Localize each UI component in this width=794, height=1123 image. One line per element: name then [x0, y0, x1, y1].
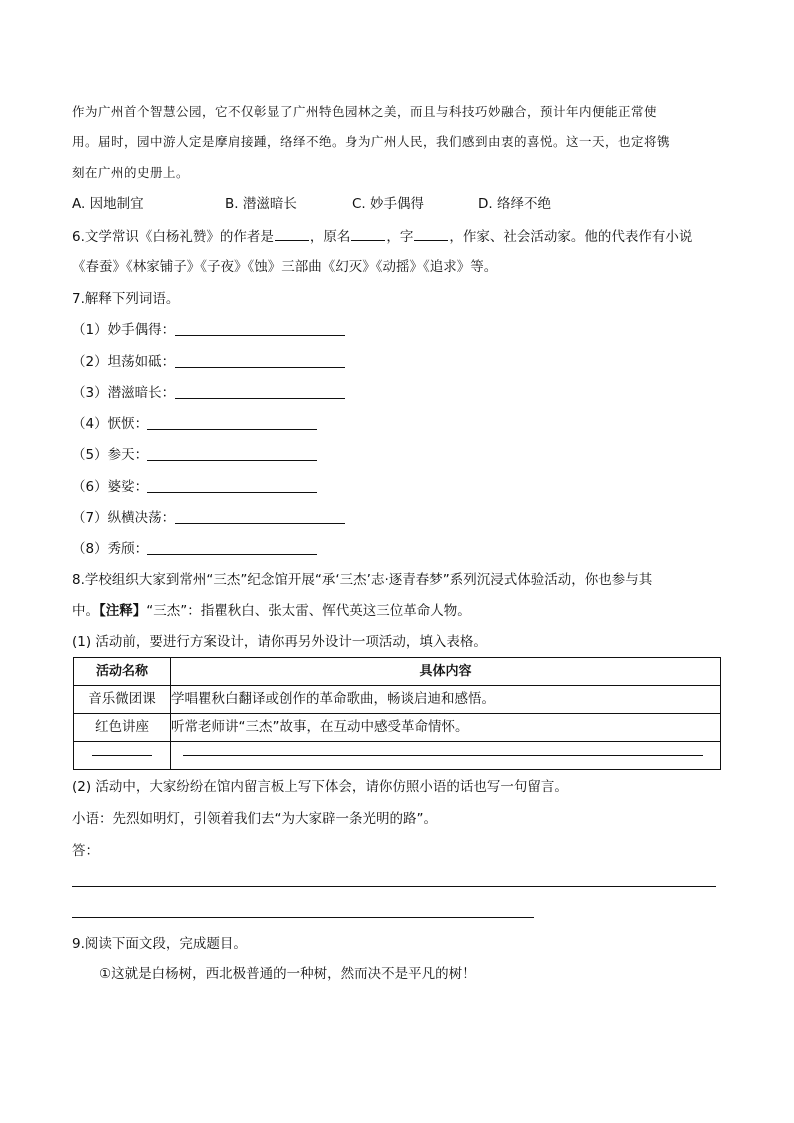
note-label: 【注释】: [99, 603, 147, 619]
q7-item-label: （5）参天：: [72, 447, 149, 463]
activity-content-cell: 听常老师讲“三杰”故事，在互动中感受革命情怀。: [171, 714, 721, 742]
q7-item-label: （1）妙手偶得：: [72, 322, 176, 338]
option-a: A. 因地制宜: [72, 196, 144, 212]
answer-label: 答：: [72, 843, 99, 859]
passage-line-2: 用。届时，园中游人定是摩肩接踵，络绎不绝。身为广州人民，我们感到由衷的喜悦。这一天，也定将镌: [72, 134, 671, 149]
q7-item-label: （2）坦荡如砥：: [72, 354, 176, 370]
q7-item-2: [72, 352, 175, 372]
header-activity-name: 活动名称: [74, 658, 171, 686]
q7-item-8: [72, 539, 148, 559]
q7-answer-line-1[interactable]: [175, 335, 345, 336]
question-9-title: 9.阅读下面文段，完成题目。: [72, 936, 247, 952]
q7-item-5: [72, 445, 148, 465]
activity-name-blank-cell[interactable]: [74, 742, 171, 770]
q6-blank-courtesy-name[interactable]: [414, 226, 448, 241]
q7-item-3: [72, 383, 175, 403]
passage-line-3: 刻在广州的史册上。: [72, 165, 190, 180]
header-content: 具体内容: [171, 658, 721, 686]
activity-name-cell: 音乐微团课: [74, 686, 171, 714]
q7-item-label: （4）恹恹：: [72, 416, 149, 432]
q7-item-label: （7）纵横决荡：: [72, 510, 176, 526]
q6-text-3: ，字: [386, 229, 414, 245]
q7-answer-line-6[interactable]: [147, 492, 317, 493]
q8-text: 中。: [72, 603, 99, 619]
question-7-title: 7.解释下列词语。: [72, 291, 180, 307]
note-text: “三杰”：指瞿秋白、张太雷、恽代英这三位革命人物。: [146, 603, 471, 619]
activity-content-cell: 学唱瞿秋白翻译或创作的革命歌曲，畅谈启迪和感悟。: [171, 686, 721, 714]
q7-answer-line-2[interactable]: [175, 367, 345, 368]
q6-text-1: 6.文学常识《白杨礼赞》的作者是: [72, 229, 274, 245]
q7-item-6: [72, 477, 148, 497]
q7-answer-line-3[interactable]: [175, 398, 345, 399]
q7-item-label: （3）潜滋暗长：: [72, 385, 176, 401]
xiaoyu-quote: 小语：先烈如明灯，引领着我们去“为大家辟一条光明的路”。: [72, 811, 437, 827]
option-c: C. 妙手偶得: [352, 196, 425, 212]
q7-answer-line-7[interactable]: [175, 523, 345, 524]
q6-text-2: ，原名: [309, 229, 351, 245]
question-8-line-1: 8.学校组织大家到常州“三杰”纪念馆开展“承‘三杰’志·逐青春梦”系列沉浸式体验活动，你也参与其: [72, 572, 653, 588]
activity-content-blank[interactable]: [183, 755, 703, 756]
q6-text-4: ，作家、社会活动家。他的代表作有小说: [449, 229, 693, 245]
activity-name-cell: 红色讲座: [74, 714, 171, 742]
q7-item-4: [72, 414, 148, 434]
activity-plan-table: [73, 657, 721, 770]
q7-answer-line-4[interactable]: [147, 429, 317, 430]
q6-line-2: 《春蚕》《林家铺子》《子夜》《蚀》三部曲《幻灭》《动摇》《追求》等。: [72, 259, 498, 275]
q7-answer-line-5[interactable]: [147, 460, 317, 461]
passage-line-1: 作为广州首个智慧公园，它不仅彰显了广州特色园林之美，而且与科技巧妙融合，预计年内便能正常使: [72, 104, 658, 119]
answer-line-2[interactable]: [72, 917, 534, 918]
q7-item-label: （8）秀颀：: [72, 541, 149, 557]
q6-blank-author[interactable]: [275, 226, 309, 241]
option-d: D. 络绎不绝: [478, 196, 551, 212]
activity-content-blank-cell[interactable]: [171, 742, 721, 770]
question-8-line-2: [72, 601, 471, 621]
answer-line-1[interactable]: [72, 886, 716, 887]
q7-item-7: [72, 508, 175, 528]
table-row-blank: [74, 742, 721, 770]
question-6: [72, 226, 692, 247]
table-header-row: [74, 658, 721, 686]
q8-sub-question-2: (2) 活动中，大家纷纷在馆内留言板上写下体会，请你仿照小语的话也写一句留言。: [72, 779, 568, 795]
table-row: [74, 686, 721, 714]
option-b: B. 潜滋暗长: [225, 196, 297, 212]
q7-answer-line-8[interactable]: [147, 554, 317, 555]
activity-name-blank[interactable]: [92, 755, 152, 756]
q7-item-label: （6）婆娑：: [72, 479, 149, 495]
table-row: [74, 714, 721, 742]
q9-paragraph-1: ①这就是白杨树，西北极普通的一种树，然而决不是平凡的树！: [99, 966, 476, 982]
q8-sub-question-1: (1) 活动前，要进行方案设计，请你再另外设计一项活动，填入表格。: [72, 634, 487, 650]
q7-item-1: [72, 320, 175, 340]
q6-blank-original-name[interactable]: [351, 226, 385, 241]
